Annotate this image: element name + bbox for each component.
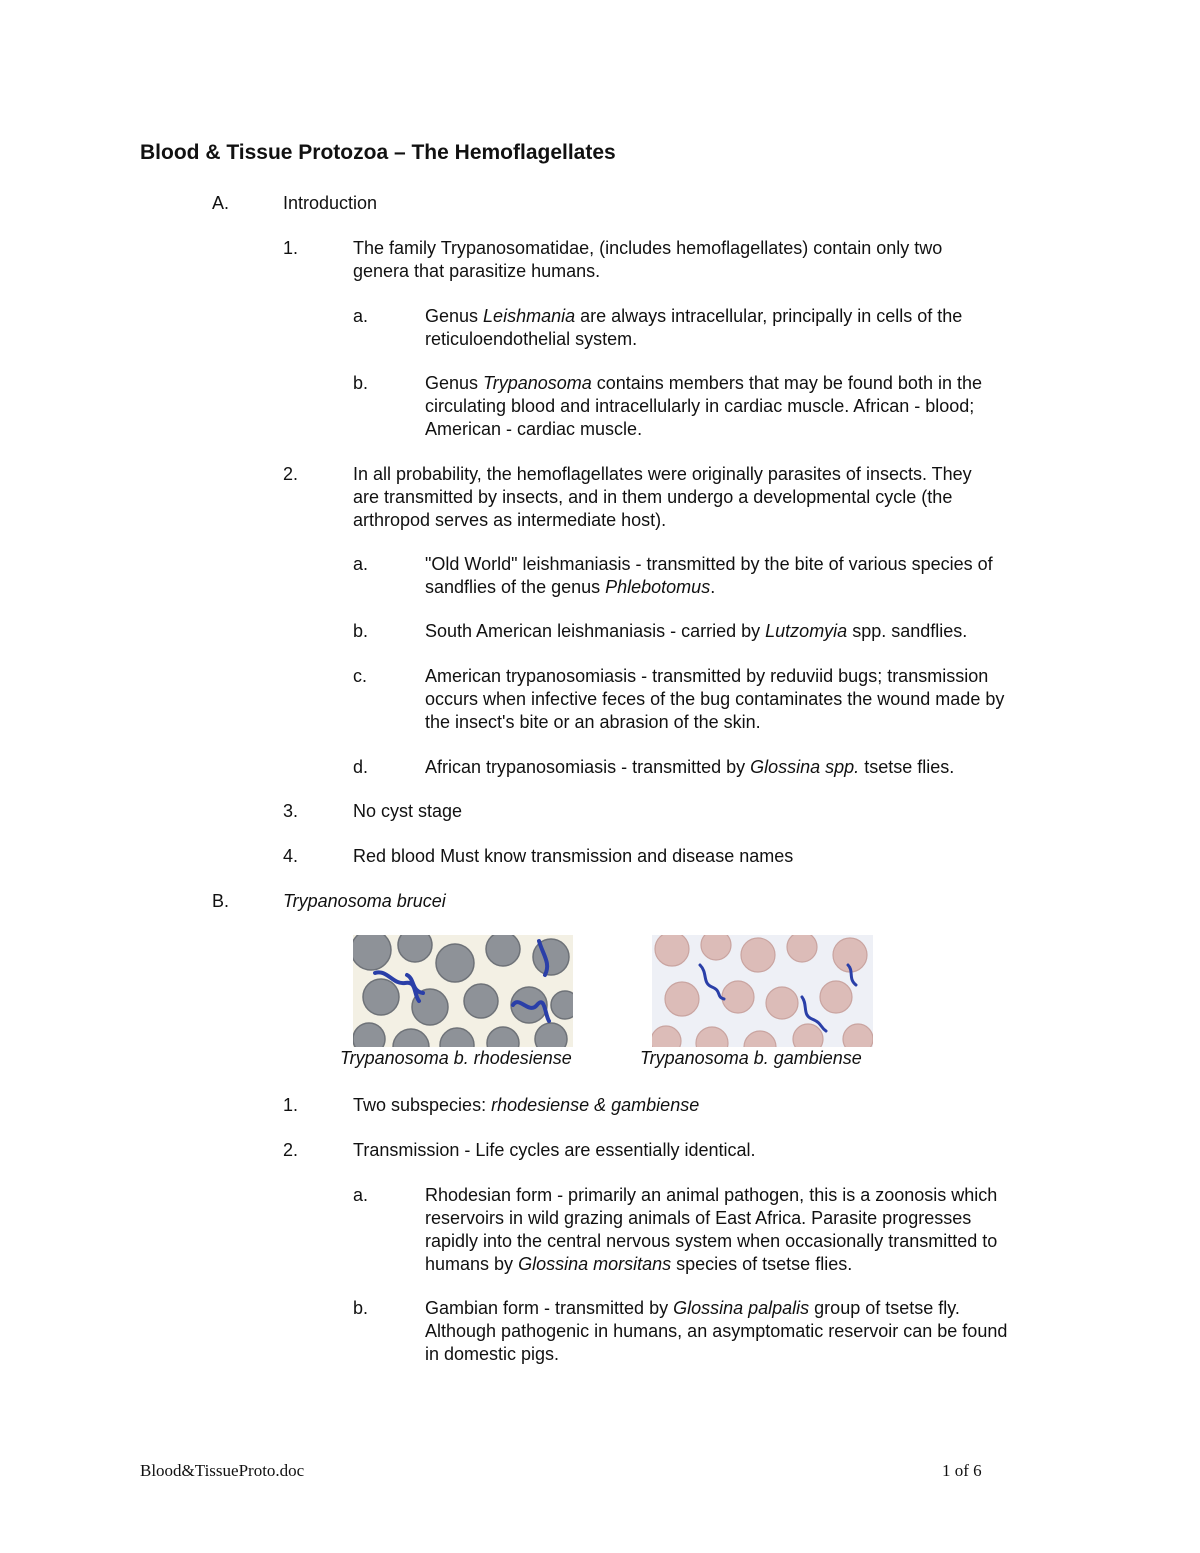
caption-rhodesiense: Trypanosoma b. rhodesiense	[340, 1048, 572, 1068]
footer-page-number: 1 of 6	[942, 1461, 982, 1480]
footer-filename: Blood&TissueProto.doc	[140, 1461, 305, 1480]
micrograph-rhodesiense	[353, 935, 573, 1047]
section-a-label: A.	[212, 193, 230, 213]
page-title: Blood & Tissue Protozoa – The Hemoflagellates	[140, 141, 616, 164]
section-a-heading: Introduction	[283, 193, 378, 213]
section-b-label: B.	[212, 891, 230, 911]
micrograph-gambiense	[652, 935, 873, 1047]
caption-gambiense: Trypanosoma b. gambiense	[640, 1048, 862, 1068]
section-b-heading: Trypanosoma brucei	[283, 891, 446, 911]
